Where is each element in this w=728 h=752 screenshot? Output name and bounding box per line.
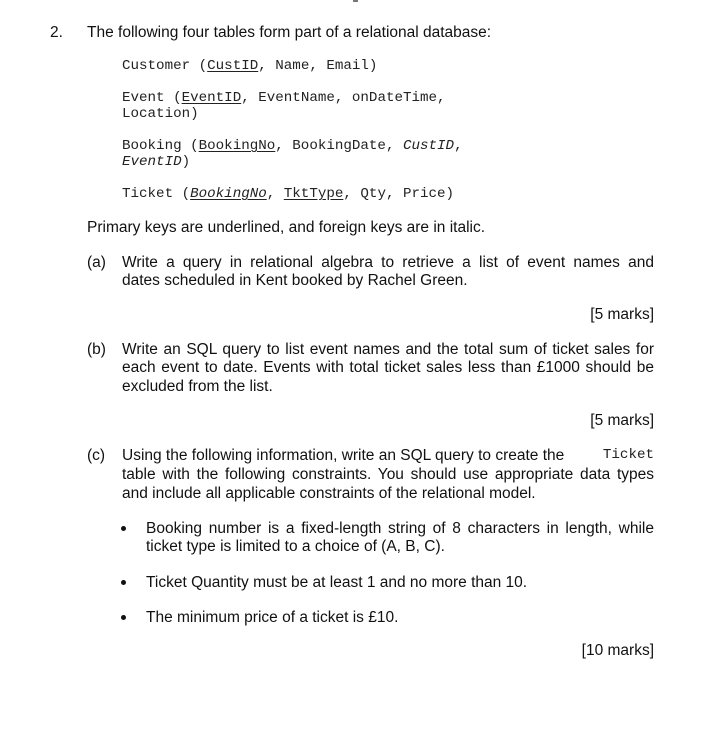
primary-key: TktType [283, 186, 344, 202]
table-name: Customer [122, 58, 191, 74]
foreign-key: CustID [402, 138, 455, 154]
table-name: Ticket [122, 186, 174, 202]
bullet-icon [121, 580, 126, 585]
table-name: Booking [122, 138, 182, 154]
part-a-line2: dates scheduled in Kent booked by Rachel Green. [122, 272, 468, 289]
schema-ticket: Ticket (BookingNo, TktType, Qty, Price) [122, 186, 455, 202]
keys-note: Primary keys are underlined, and foreign keys are in italic. [87, 219, 486, 236]
part-b-line2: each event to date. Events with total ticket sales less than £1000 should be [122, 359, 654, 376]
part-a-label: (a) [87, 254, 106, 271]
part-c-line2: table with the following constraints. You should use appropriate data types [122, 466, 654, 483]
bullet-1-line1: Booking number is a fixed-length string of 8 characters in length, while [146, 520, 654, 537]
primary-key: BookingNo [198, 138, 276, 154]
primary-key: EventID [181, 90, 242, 106]
scan-artifact [353, 0, 358, 2]
question-intro: The following four tables form part of a relational database: [87, 24, 492, 41]
bullet-1-line2: ticket type is limited to a choice of (A, B, C). [146, 538, 445, 555]
primary-foreign-key: BookingNo [190, 186, 267, 202]
part-c-line3: and include all applicable constraints of the relational model. [122, 485, 536, 502]
bullet-3: The minimum price of a ticket is £10. [146, 609, 399, 626]
schema-booking: Booking (BookingNo, BookingDate, CustID, [122, 138, 463, 154]
part-b-line3: excluded from the list. [122, 378, 273, 395]
schema-event-line2: Location) [122, 106, 199, 122]
part-a-marks: [5 marks] [590, 306, 654, 323]
part-c-line1-text: Using the following information, write an SQL query to create the [122, 447, 565, 464]
part-a-line1: Write a query in relational algebra to retrieve a list of event names and [122, 254, 654, 271]
part-b-marks: [5 marks] [590, 412, 654, 429]
bullet-icon [121, 526, 126, 531]
question-number: 2. [50, 24, 63, 41]
schema-booking-line2: EventID) [122, 154, 191, 170]
schema-event: Event (EventID, EventName, onDateTime, [122, 90, 446, 106]
part-b-line1: Write an SQL query to list event names and the total sum of ticket sales for [122, 341, 654, 358]
part-c-label: (c) [87, 447, 106, 464]
table-name: Event [122, 90, 165, 106]
primary-key: CustID [207, 58, 259, 74]
bullet-icon [121, 615, 126, 620]
bullet-2: Ticket Quantity must be at least 1 and no more than 10. [146, 574, 528, 591]
schema-customer: Customer (CustID, Name, Email) [122, 58, 378, 74]
foreign-key: EventID [122, 154, 182, 170]
part-b-label: (b) [87, 341, 106, 358]
part-c-marks: [10 marks] [581, 642, 654, 659]
table-name-inline: Ticket [602, 447, 654, 463]
part-c-line1 [122, 446, 654, 465]
